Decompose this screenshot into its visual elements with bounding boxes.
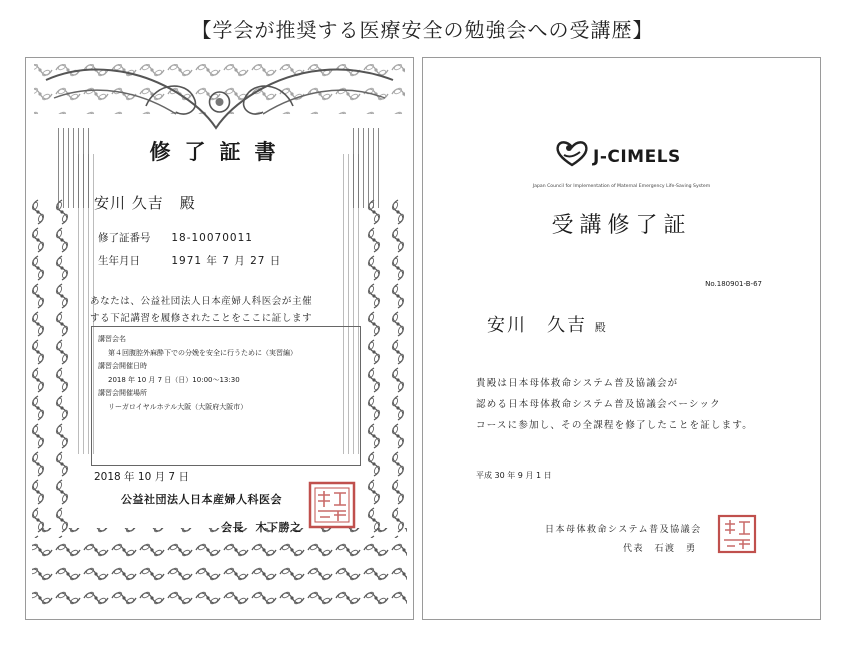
certificate-body-line-2: する下記講習を履修されたことをここに証します: [90, 313, 313, 324]
course-venue-label: 講習会開催場所: [98, 389, 147, 397]
certificate-number: 18-10070011: [171, 232, 253, 244]
representative-name: 代表 石渡 勇: [623, 544, 697, 554]
certificate-title: 受講修了証: [551, 213, 692, 238]
birth-date-row: [98, 253, 281, 268]
issuing-organization: 日本母体救命システム普及協議会: [545, 525, 702, 535]
official-seal-icon: [717, 514, 757, 554]
j-cimels-logo-icon: [553, 138, 591, 168]
president-name: 会長 木下勝之: [221, 521, 302, 534]
official-seal-icon: [308, 481, 356, 529]
completion-certificate-right: [422, 57, 821, 620]
logo-subtitle: Japan Council for Implementation of Maternal Emergency Life-Saving System: [532, 184, 711, 189]
certificate-body-line-3: コースに参加し、その全課程を修了したことを証します。: [476, 420, 753, 431]
certificate-title: 修了証書: [149, 139, 290, 164]
recipient-honorific: 殿: [594, 321, 608, 334]
course-date: 2018 年 10 月 7 日（日）10:00～13:30: [108, 375, 240, 384]
page-title: 【学会が推奨する医療安全の勉強会への受講歴】: [191, 18, 654, 42]
recipient-name-row: [487, 311, 608, 337]
birth-date: 1971 年 7 月 27 日: [171, 255, 282, 267]
issue-date: 平成 30 年 9 月 1 日: [476, 471, 552, 480]
certificate-body-line-1: あなたは、公益社団法人日本産婦人科医会が主催: [90, 296, 313, 307]
certificate-number-row: [98, 230, 253, 245]
logo-text: J-CIMELS: [593, 147, 681, 167]
issue-date: 2018 年 10 月 7 日: [94, 471, 189, 483]
issuing-organization: 公益社団法人日本産婦人科医会: [121, 493, 282, 506]
course-name: 第４回腹腔外麻酔下での分娩を安全に行うために（実習編）: [108, 348, 297, 357]
recipient-name: 安川 久吉: [487, 315, 587, 336]
birth-date-label: 生年月日: [98, 255, 140, 267]
completion-certificate-left: [25, 57, 414, 620]
certificate-number: No.180901-B-67: [705, 280, 762, 288]
recipient-name: 安川 久吉 殿: [94, 194, 196, 212]
course-details-box: [91, 326, 361, 466]
course-date-label: 講習会開催日時: [98, 362, 147, 370]
certificate-body-line-1: 貴殿は日本母体救命システム普及協議会が: [476, 378, 679, 389]
certificate-number-label: 修了証番号: [98, 232, 151, 244]
course-venue: リーガロイヤルホテル大阪（大阪府大阪市）: [108, 402, 248, 411]
certificate-body-line-2: 認める日本母体救命システム普及協議会ベーシック: [476, 399, 721, 410]
course-name-label: 講習会名: [98, 335, 126, 343]
